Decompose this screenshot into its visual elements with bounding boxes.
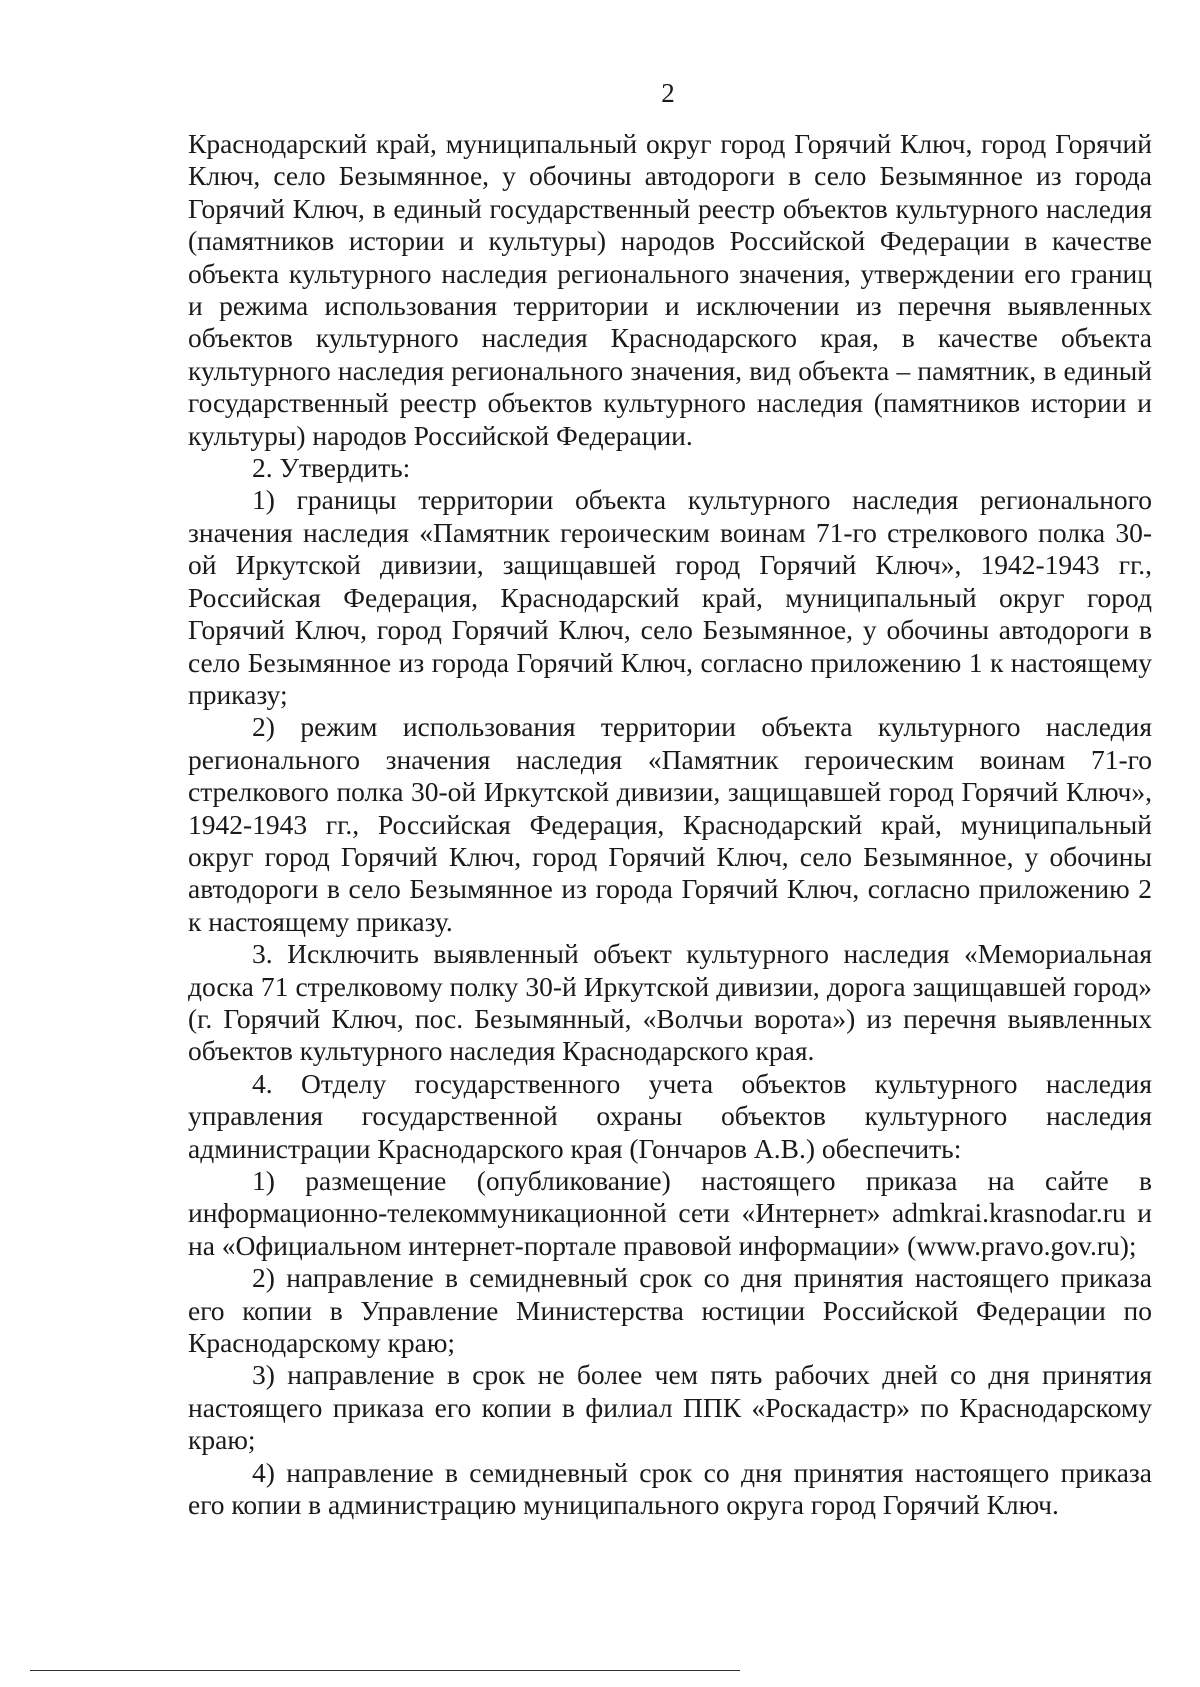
paragraph-item-2-2: 2) режим использования территории объекта культурного наследия регионального значения наследия «Памятник героическим воинам 71-го стрелкового полка 30-ой Иркутской дивизии, защищавшей город Горячий Ключ», 1942-1943 гг., Российская Федерация, Краснодарский край, муниципальный округ город Горячий Ключ, город Горячий Ключ, село Безымянное, у обочины автодороги в село Безымянное из города Горячий Ключ, согласно приложению 2 к настоящему приказу. [188,711,1152,937]
footer-divider [30,1670,740,1671]
paragraph-item-4-2: 2) направление в семидневный срок со дня принятия настоящего приказа его копии в Управление Министерства юстиции Российской Федерации по Краснодарскому краю; [188,1262,1152,1359]
paragraph-continuation: Краснодарский край, муниципальный округ город Горячий Ключ, город Горячий Ключ, село Безымянное, у обочины автодороги в село Безымянное из города Горячий Ключ, в единый государственный реестр объектов культурного наследия (памятников истории и культуры) народов Российской Федерации в качестве объекта культурного наследия регионального значения, утверждении его границ и режима использования территории и исключении из перечня выявленных объектов культурного наследия Краснодарского края, в качестве объекта культурного наследия регионального значения, вид объекта – памятник, в единый государственный реестр объектов культурного наследия (памятников истории и культуры) народов Российской Федерации. [188,128,1152,451]
paragraph-item-2-1: 1) границы территории объекта культурного наследия регионального значения наследия «Памятник героическим воинам 71-го стрелкового полка 30-ой Иркутской дивизии, защищавшей город Горячий Ключ», 1942-1943 гг., Российская Федерация, Краснодарский край, муниципальный округ город Горячий Ключ, город Горячий Ключ, село Безымянное, у обочины автодороги в село Безымянное из города Горячий Ключ, согласно приложению 1 к настоящему приказу; [188,484,1152,710]
paragraph-item-4-4: 4) направление в семидневный срок со дня принятия настоящего приказа его копии в администрацию муниципального округа город Горячий Ключ. [188,1456,1152,1521]
document-body [188,128,1152,1521]
paragraph-item-3: 3. Исключить выявленный объект культурного наследия «Мемориальная доска 71 стрелковому полку 30-й Иркутской дивизии, дорога защищавшей город» (г. Горячий Ключ, пос. Безымянный, «Волчьи ворота») из перечня выявленных объектов культурного наследия Краснодарского края. [188,938,1152,1067]
paragraph-item-4-1: 1) размещение (опубликование) настоящего приказа на сайте в информационно-телекоммуникационной сети «Интернет» admkrai.krasnodar.ru и на «Официальном интернет-портале правовой информации» (www.pravo.gov.ru); [188,1165,1152,1261]
paragraph-item-2: 2. Утвердить: [252,452,411,484]
paragraph-item-4: 4. Отделу государственного учета объектов культурного наследия управления государственной охраны объектов культурного наследия администрации Краснодарского края (Гончаров А.В.) обеспечить: [188,1067,1152,1164]
page-number: 2 [661,78,675,108]
paragraph-item-4-3: 3) направление в срок не более чем пять рабочих дней со дня принятия настоящего приказа его копии в филиал ППК «Роскадастр» по Краснодарскому краю; [188,1359,1152,1456]
